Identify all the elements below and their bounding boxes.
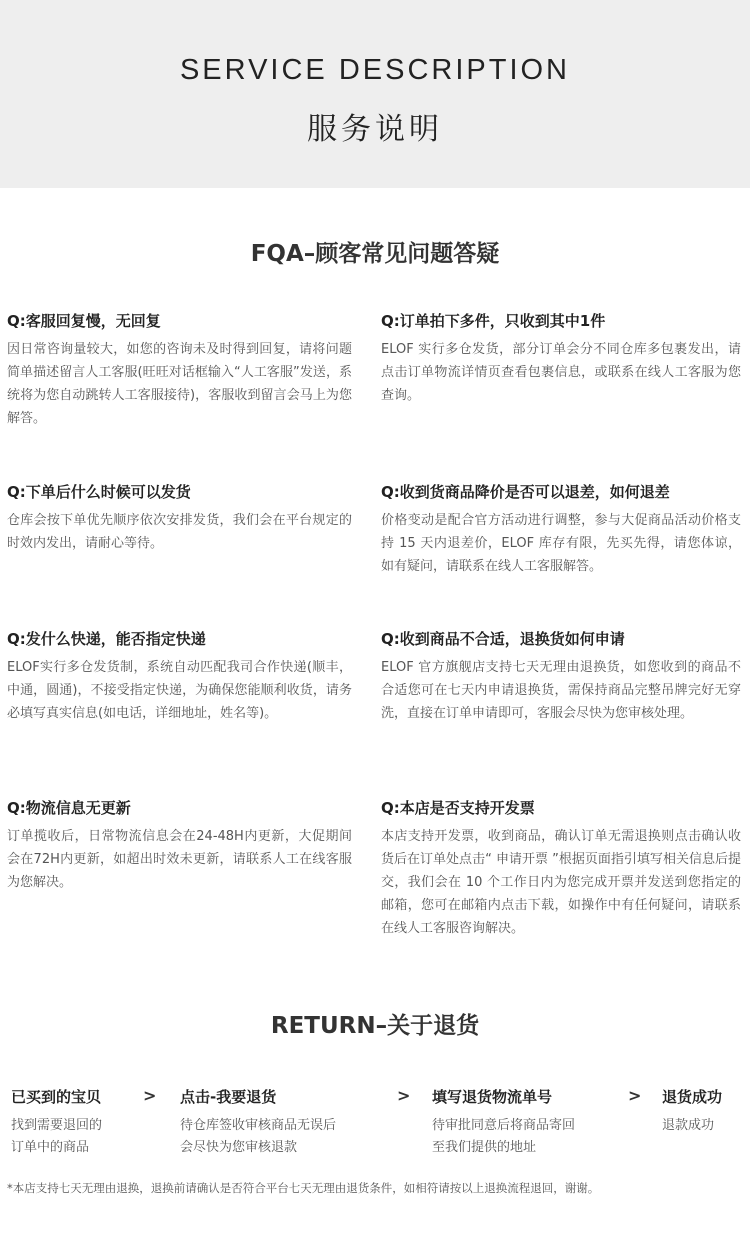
return-step-title: 退货成功 xyxy=(662,1088,723,1106)
return-step-title: 填写退货物流单号 xyxy=(432,1088,553,1106)
return-step-desc xyxy=(11,1115,102,1159)
faq-answer: 仓库会按下单优先顺序依次安排发货，我们会在平台规定的时效内发出，请耐心等待。 xyxy=(7,513,352,551)
faq-question: Q:发什么快递，能否指定快递 xyxy=(7,630,206,648)
faq-answer: ELOF 实行多仓发货，部分订单会分不同仓库多包裹发出，请点击订单物流详情页查看包裹信息，或联系在线人工客服为您查询。 xyxy=(381,342,741,403)
faq-item xyxy=(381,481,741,578)
return-step-desc xyxy=(180,1115,336,1159)
faq-item xyxy=(381,797,741,940)
return-step-desc-line: 待审批同意后将商品寄回 xyxy=(432,1118,576,1133)
return-step-title: 点击-我要退货 xyxy=(180,1088,277,1106)
faq-answer: 价格变动是配合官方活动进行调整，参与大促商品活动价格支持 15 天内退差价，ELOF 库存有限，先买先得，请您体谅，如有疑问，请联系在线人工客服解答。 xyxy=(381,513,741,574)
faq-item xyxy=(7,628,352,725)
return-step-desc-line: 找到需要退回的 xyxy=(11,1118,103,1133)
return-step-title: 已买到的宝贝 xyxy=(11,1088,102,1106)
return-step-desc xyxy=(662,1115,722,1137)
return-step-desc-line: 待仓库签收审核商品无误后 xyxy=(180,1118,337,1133)
faq-answer: ELOF实行多仓发货制，系统自动匹配我司合作快递(顺丰，中通，圆通)，不接受指定快递，为确保您能顺利收货，请务必填写真实信息(如电话，详细地址，姓名等)。 xyxy=(7,660,352,721)
return-step-desc-line: 退款成功 xyxy=(662,1118,715,1133)
faq-section-title: FQA–顾客常见问题答疑 xyxy=(250,241,500,267)
return-steps xyxy=(0,1086,750,1166)
return-step xyxy=(662,1086,722,1137)
return-step xyxy=(180,1086,336,1159)
faq-question: Q:收到商品不合适，退换货如何申请 xyxy=(381,630,625,648)
faq-answer: 订单揽收后，日常物流信息会在24-48H内更新，大促期间会在72H内更新，如超出时效未更新，请联系人工在线客服为您解决。 xyxy=(7,829,352,890)
faq-item xyxy=(381,628,741,725)
faq-question: Q:客服回复慢，无回复 xyxy=(7,312,161,330)
step-arrow-icon: > xyxy=(628,1086,642,1105)
return-step-desc-line: 至我们提供的地址 xyxy=(432,1140,537,1155)
faq-question: Q:收到货商品降价是否可以退差，如何退差 xyxy=(381,483,670,501)
faq-answer: 本店支持开发票，收到商品，确认订单无需退换则点击确认收货后在订单处点击“ 申请开票 ”根据页面指引填写相关信息后提交，我们会在 10 个工作日内为您完成开票并发送到您指定的邮箱，您可在邮箱内点击下载，如操作中有任何疑问，请联系在线人工客服咨询解决。 xyxy=(381,829,741,936)
faq-question: Q:下单后什么时候可以发货 xyxy=(7,483,191,501)
faq-question: Q:订单拍下多件，只收到其中1件 xyxy=(381,312,606,330)
header-title-cn: 服务说明 xyxy=(307,112,443,147)
header-title-en: SERVICE DESCRIPTION xyxy=(179,54,571,86)
faq-item xyxy=(7,481,352,555)
faq-question: Q:本店是否支持开发票 xyxy=(381,799,535,817)
step-arrow-icon: > xyxy=(143,1086,157,1105)
return-step-desc-line: 会尽快为您审核退款 xyxy=(180,1140,298,1155)
return-step xyxy=(11,1086,102,1159)
faq-question: Q:物流信息无更新 xyxy=(7,799,131,817)
faq-item xyxy=(381,310,741,407)
return-step xyxy=(432,1086,575,1159)
step-arrow-icon: > xyxy=(397,1086,411,1105)
faq-answer: ELOF 官方旗舰店支持七天无理由退换货，如您收到的商品不合适您可在七天内申请退换货，需保持商品完整吊牌完好无穿洗，直接在订单申请即可，客服会尽快为您审核处理。 xyxy=(381,660,741,721)
return-step-desc-line: 订单中的商品 xyxy=(11,1140,90,1155)
faq-item xyxy=(7,797,352,894)
return-section-title: RETURN–关于退货 xyxy=(270,1013,480,1039)
return-footnote: *本店支持七天无理由退换，退换前请确认是否符合平台七天无理由退货条件，如相符请按以上退换流程退回，谢谢。 xyxy=(7,1181,600,1195)
header-banner xyxy=(0,0,750,188)
faq-item xyxy=(7,310,352,430)
faq-answer: 因日常咨询量较大，如您的咨询未及时得到回复，请将问题简单描述留言人工客服(旺旺对话框输入“人工客服”发送，系统将为您自动跳转人工客服接待)，客服收到留言会马上为您解答。 xyxy=(7,342,352,426)
return-step-desc xyxy=(432,1115,575,1159)
